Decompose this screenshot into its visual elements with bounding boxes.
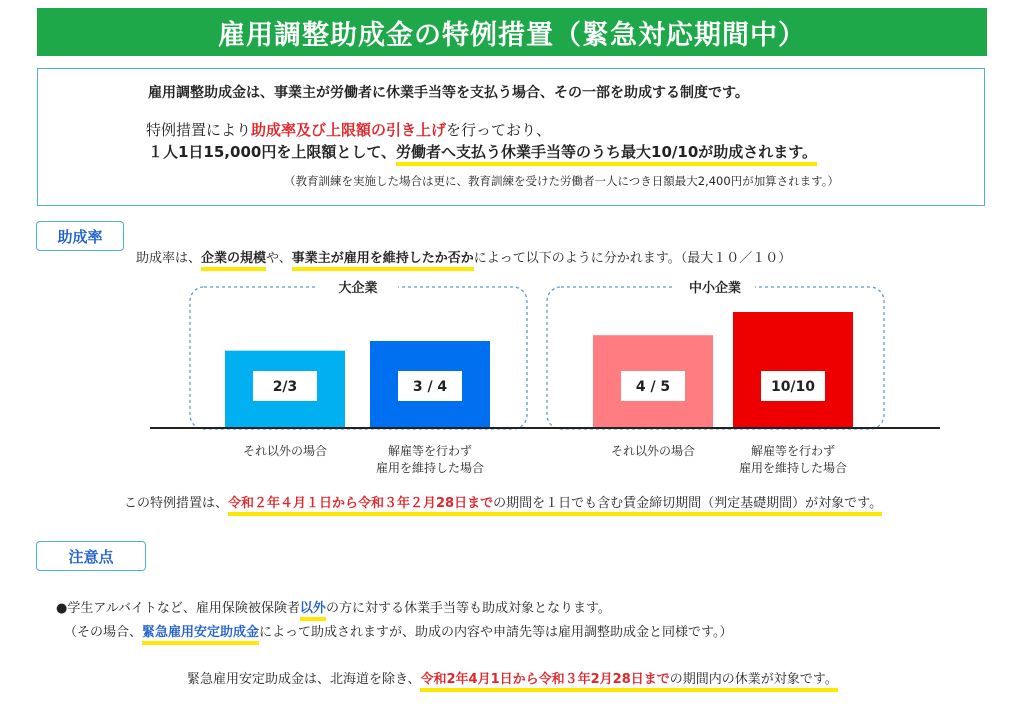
category-label: 解雇等を行わず bbox=[750, 444, 836, 458]
bar-label: 2/3 bbox=[272, 379, 298, 395]
category-label: 雇用を維持した場合 bbox=[738, 461, 848, 475]
caution-section-tag: 注意点 bbox=[36, 541, 146, 571]
bar-label: 3 / 4 bbox=[412, 379, 448, 395]
caution-subnote: （その場合、緊急雇用安定助成金によって助成されますが、助成の内容や申請先等は雇用調整助成金と同様です。） bbox=[64, 621, 733, 640]
caution-period: 緊急雇用安定助成金は、北海道を除き、令和2年4月1日から令和３年2月28日までの期間内の休業が対象です。 bbox=[187, 668, 838, 687]
category-label: 解雇等を行わず bbox=[387, 444, 473, 458]
intro-line-1: 雇用調整助成金は、事業主が労働者に休業手当等を支払う場合、その一部を助成する制度です。 bbox=[148, 85, 749, 101]
category-label: 雇用を維持した場合 bbox=[375, 461, 485, 475]
intro-line-4: （教育訓練を実施した場合は更に、教育訓練を受けた労働者一人につき日額最大2,400円が加算されます。） bbox=[284, 174, 840, 188]
bar bbox=[733, 312, 853, 428]
category-label: それ以外の場合 bbox=[610, 444, 696, 458]
bar-label: 4 / 5 bbox=[635, 379, 671, 395]
category-label: それ以外の場合 bbox=[242, 444, 328, 458]
caution-bullet: ●学生アルバイトなど、雇用保険被保険者以外の方に対する休業手当等も助成対象となります。 bbox=[56, 597, 611, 616]
page-title: 雇用調整助成金の特例措置（緊急対応期間中） bbox=[37, 8, 987, 56]
period-note: この特例措置は、令和２年４月１日から令和３年２月28日までの期間を１日でも含む賃金締切期間（判定基礎期間）が対象です。 bbox=[124, 492, 882, 511]
rate-description: 助成率は、企業の規模や、事業主が雇用を維持したか否かによって以下のように分かれます。（最大１０／１０） bbox=[136, 247, 791, 266]
intro-line-2: 特例措置により助成率及び上限額の引き上げを行っており、 bbox=[146, 121, 552, 139]
group-title: 大企業 bbox=[338, 281, 378, 296]
bar-label: 10/10 bbox=[770, 379, 816, 395]
intro-line-3: １人1日15,000円を上限額として、労働者へ支払う休業手当等のうち最大10/10が助成されます。 bbox=[148, 141, 817, 162]
rate-section-tag: 助成率 bbox=[36, 221, 124, 251]
group-title: 中小企業 bbox=[688, 281, 742, 296]
